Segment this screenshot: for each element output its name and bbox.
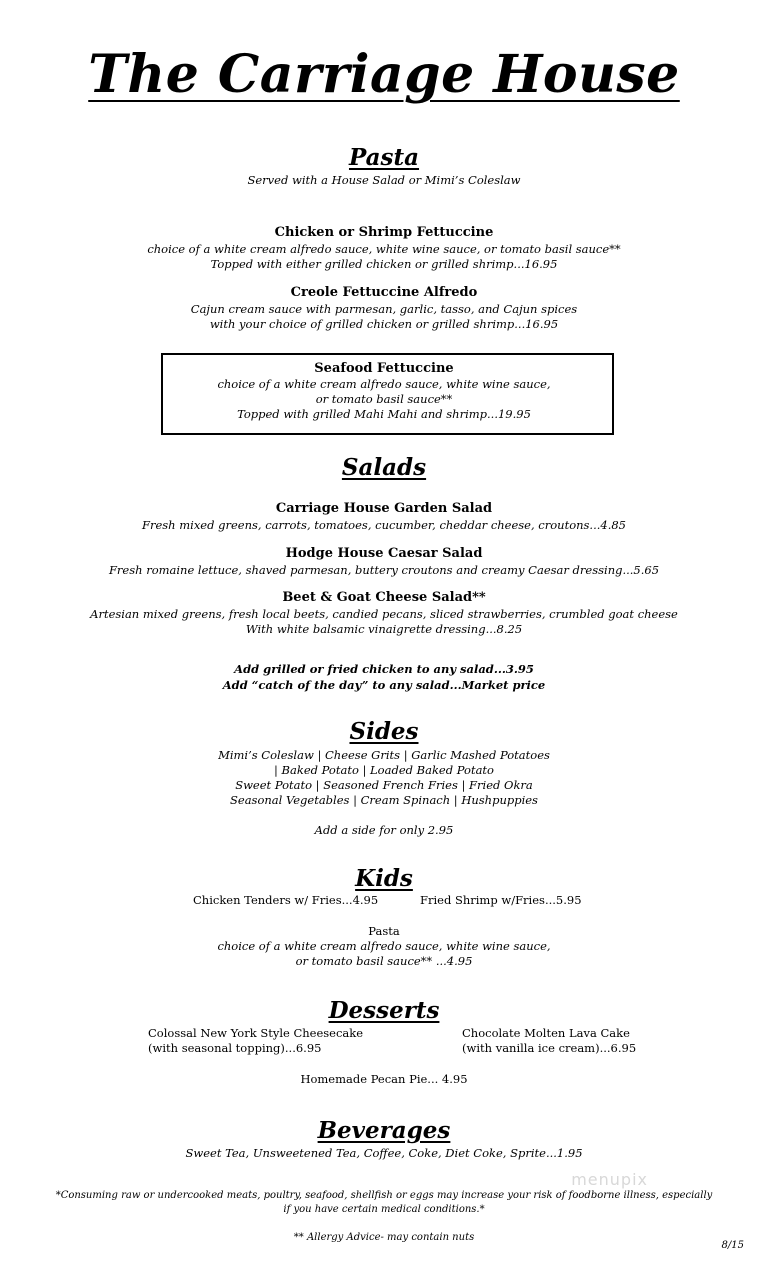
salad-addon: Add “catch of the day” to any salad...Market price	[222, 678, 546, 692]
beverages-line: Sweet Tea, Unsweetened Tea, Coffee, Coke, Diet Coke, Sprite...1.95	[185, 1146, 583, 1160]
disclaimer: if you have certain medical conditions.*	[283, 1204, 485, 1215]
section-heading-sides: Sides	[349, 718, 419, 745]
section-heading-salads: Salads	[341, 454, 427, 481]
sides-line: Seasonal Vegetables | Cream Spinach | Hushpuppies	[230, 793, 538, 807]
restaurant-title: The Carriage House	[88, 44, 680, 105]
section-heading-beverages: Beverages	[317, 1117, 451, 1144]
salad-addon: Add grilled or fried chicken to any salad...3.95	[234, 662, 534, 676]
menu-item-desc: Artesian mixed greens, fresh local beets, candied pecans, sliced strawberries, crumbled goat cheese	[90, 607, 678, 621]
kids-item-right: Fried Shrimp w/Fries...5.95	[420, 893, 582, 907]
menu-item-desc: Topped with either grilled chicken or grilled shrimp...16.95	[210, 257, 558, 271]
sides-line: Mimi’s Coleslaw | Cheese Grits | Garlic Mashed Potatoes	[218, 748, 550, 762]
featured-item-desc: or tomato basil sauce**	[315, 392, 453, 406]
dessert-item-right: Chocolate Molten Lava Cake	[462, 1026, 630, 1040]
menu-date: 8/15	[721, 1240, 744, 1251]
menu-item-desc: Fresh romaine lettuce, shaved parmesan, buttery croutons and creamy Caesar dressing...5.65	[108, 563, 660, 577]
kids-item-left: Chicken Tenders w/ Fries...4.95	[193, 893, 379, 907]
allergy-note: ** Allergy Advice- may contain nuts	[293, 1232, 475, 1243]
menu-item-desc: with your choice of grilled chicken or grilled shrimp...16.95	[209, 317, 559, 331]
dessert-item-bottom: Homemade Pecan Pie... 4.95	[300, 1072, 468, 1086]
menu-item-name: Chicken or Shrimp Fettuccine	[274, 225, 494, 240]
sides-note: Add a side for only 2.95	[314, 823, 454, 837]
menu-item-name: Beet & Goat Cheese Salad**	[282, 590, 486, 605]
menu-item-desc: choice of a white cream alfredo sauce, white wine sauce, or tomato basil sauce**	[147, 242, 621, 256]
featured-item-desc: Topped with grilled Mahi Mahi and shrimp...19.95	[237, 407, 531, 421]
section-heading-pasta: Pasta	[348, 144, 420, 171]
sides-line: | Baked Potato | Loaded Baked Potato	[274, 763, 494, 777]
menu-item-desc: Fresh mixed greens, carrots, tomatoes, cucumber, cheddar cheese, croutons...4.85	[141, 518, 626, 532]
section-heading-kids: Kids	[355, 865, 413, 892]
watermark-text: menupix	[571, 1170, 648, 1189]
featured-item-name: Seafood Fettuccine	[314, 361, 454, 376]
kids-pasta-desc: or tomato basil sauce** ...4.95	[295, 954, 473, 968]
menu-item-name: Creole Fettuccine Alfredo	[290, 285, 478, 300]
menu-item-name: Hodge House Caesar Salad	[285, 546, 483, 561]
menu-item-name: Carriage House Garden Salad	[275, 501, 493, 516]
menu-item-desc: With white balsamic vinaigrette dressing...8.25	[245, 622, 523, 636]
pasta-subtitle: Served with a House Salad or Mimi’s Coleslaw	[247, 173, 521, 187]
kids-pasta-label: Pasta	[368, 924, 400, 938]
sides-line: Sweet Potato | Seasoned French Fries | Fried Okra	[235, 778, 533, 792]
dessert-item-right-desc: (with vanilla ice cream)...6.95	[462, 1041, 637, 1055]
section-heading-desserts: Desserts	[328, 997, 440, 1024]
menu-item-desc: Cajun cream sauce with parmesan, garlic, tasso, and Cajun spices	[190, 302, 578, 316]
kids-pasta-desc: choice of a white cream alfredo sauce, white wine sauce,	[217, 939, 551, 953]
dessert-item-left-desc: (with seasonal topping)...6.95	[148, 1041, 322, 1055]
dessert-item-left: Colossal New York Style Cheesecake	[148, 1026, 364, 1040]
featured-item-desc: choice of a white cream alfredo sauce, white wine sauce,	[217, 377, 551, 391]
disclaimer: *Consuming raw or undercooked meats, poultry, seafood, shellfish or eggs may increase your risk of foodborne illness, especially	[55, 1190, 713, 1201]
